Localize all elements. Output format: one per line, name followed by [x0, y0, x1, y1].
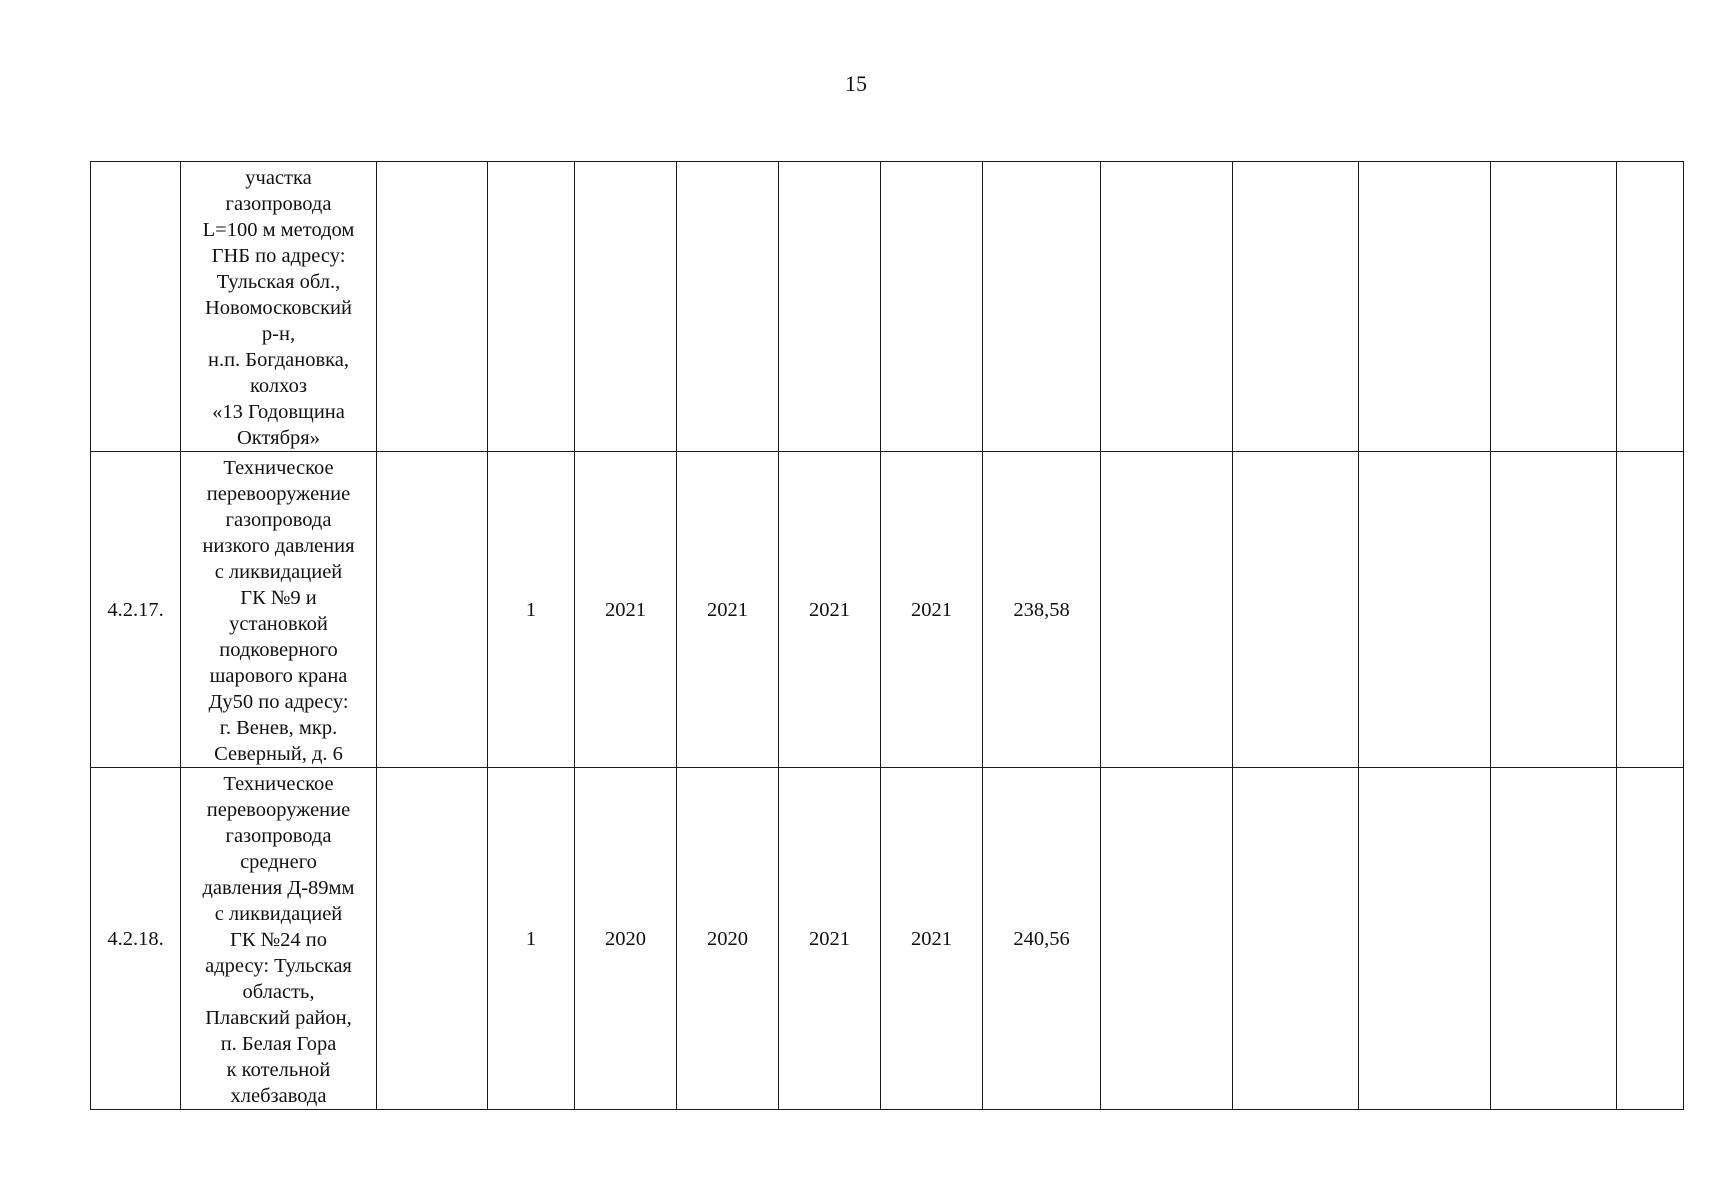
cell-cost: 238,58 — [983, 452, 1101, 768]
cell-quantity — [488, 162, 575, 452]
cell-empty — [1491, 452, 1617, 768]
cell-empty — [1233, 162, 1359, 452]
cell-year: 2021 — [677, 452, 779, 768]
cell-empty — [1617, 768, 1684, 1110]
cell-year: 2021 — [575, 452, 677, 768]
cell-empty — [1359, 452, 1491, 768]
cell-year: 2020 — [677, 768, 779, 1110]
cell-year: 2021 — [881, 768, 983, 1110]
cell-empty — [1359, 768, 1491, 1110]
cell-description: Техническое перевооружение газопровода низкого давления с ликвидацией ГК №9 и установкой подковерного шарового крана Ду50 по адресу: г. Венев, мкр. Северный, д. 6 — [181, 452, 377, 768]
cell-year — [575, 162, 677, 452]
cell-year — [881, 162, 983, 452]
cell-year: 2020 — [575, 768, 677, 1110]
table-row — [91, 162, 1684, 452]
cell-empty — [1491, 162, 1617, 452]
cell-id: 4.2.17. — [91, 452, 181, 768]
data-table — [90, 161, 1684, 1110]
cell-empty — [1617, 452, 1684, 768]
page-number: 15 — [845, 71, 867, 96]
cell-empty — [1359, 162, 1491, 452]
cell-cost: 240,56 — [983, 768, 1101, 1110]
cell-year: 2021 — [779, 452, 881, 768]
cell-empty — [1101, 162, 1233, 452]
cell-empty — [1233, 768, 1359, 1110]
cell-empty — [377, 768, 488, 1110]
cell-empty — [1101, 452, 1233, 768]
cell-empty — [1491, 768, 1617, 1110]
cell-quantity: 1 — [488, 452, 575, 768]
cell-year — [779, 162, 881, 452]
cell-empty — [1101, 768, 1233, 1110]
cell-empty — [377, 162, 488, 452]
cell-empty — [1617, 162, 1684, 452]
cell-id: 4.2.18. — [91, 768, 181, 1110]
table-row — [91, 452, 1684, 768]
cell-description: Техническое перевооружение газопровода среднего давления Д-89мм с ликвидацией ГК №24 по адресу: Тульская область, Плавский район, п. Белая Гора к котельной хлебзавода — [181, 768, 377, 1110]
cell-id — [91, 162, 181, 452]
cell-year — [677, 162, 779, 452]
cell-year: 2021 — [881, 452, 983, 768]
cell-empty — [1233, 452, 1359, 768]
cell-empty — [377, 452, 488, 768]
table-row — [91, 768, 1684, 1110]
cell-description: участка газопровода L=100 м методом ГНБ по адресу: Тульская обл., Новомосковский р-н, н.п. Богдановка, колхоз «13 Годовщина Октября» — [181, 162, 377, 452]
cell-cost — [983, 162, 1101, 452]
cell-quantity: 1 — [488, 768, 575, 1110]
cell-year: 2021 — [779, 768, 881, 1110]
